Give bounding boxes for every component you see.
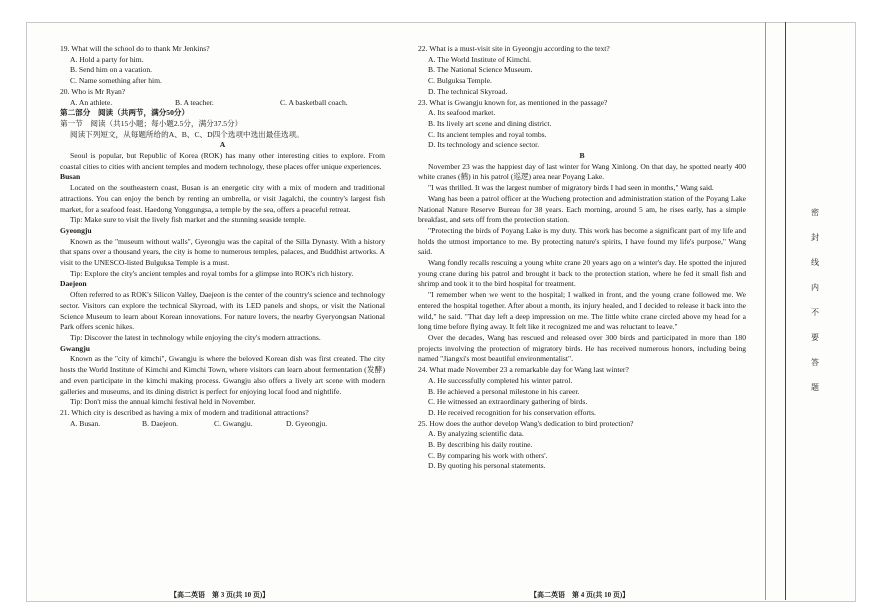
question-21: 21. Which city is described as having a mix of modern and traditional attractions? [60,407,309,417]
option: A. An athlete. [70,97,113,107]
question-20: 20. Who is Mr Ryan? [60,86,126,96]
question-22: 22. What is a must-visit site in Gyeongju according to the text? [418,44,610,53]
city-heading: Daejeon [60,279,87,289]
option: C. He witnessed an extraordinary gathering of birds. [428,397,588,407]
options-row [60,98,385,109]
question-25: 25. How does the author develop Wang's dedication to bird protection? [418,418,634,428]
paragraph: November 23 was the happiest day of last winter for Wang Xinlong. On that day, he spotted nearly 400 white cranes (鹤) in his patrol (巡逻) area near Poyang Lake. [418,161,746,182]
option: C. Gwangju. [214,418,253,428]
option: B. A teacher. [175,97,214,107]
option: A. He successfully completed his winter patrol. [428,375,573,385]
option: A. Busan. [70,418,101,428]
option: A. Its seafood market. [428,108,496,118]
seal-char: 线 [811,258,819,267]
seal-char: 不 [811,308,819,317]
seal-char: 题 [811,383,819,392]
option: B. Its lively art scene and dining district. [428,118,552,128]
option: C. Name something after him. [70,76,162,86]
city-heading: Gyeongju [60,225,92,235]
options-row [60,419,385,430]
paragraph: Wang has been a patrol officer at the Wucheng protection and administration station of the Poyang Lake National Nature Reserve Bureau for 38 years. Each morning, around 5 am, he rises early, has a simple breakfast, and sets off from the protection station. [418,193,746,225]
page-footer-right: 【高二英语 第 4 页(共 10 页)】 [530,591,630,599]
right-column [418,44,746,472]
question-23: 23. What is Gwangju known for, as mentioned in the passage? [418,97,608,107]
tip: Tip: Discover the latest in technology while enjoying the city's modern attractions. [70,332,321,342]
option: B. He achieved a personal milestone in his career. [428,386,580,396]
option: B. Send him on a vacation. [70,65,153,75]
paragraph: Over the decades, Wang has rescued and released over 300 birds and participated in more than 180 projects involving the protection of migratory birds. He has received numerous honors, including being named "Jiangxi's most beautiful environmentalist". [418,332,746,364]
paragraph: Often referred to as ROK's Silicon Valley, Daejeon is the center of the country's science and technology sector. Visitors can explore the technical Skyroad, with its LED panels and shops, or visit the National Science Museum to learn about Korean innovations. For nature lovers, the nearby Gyeryongsan National Park offers scenic hikes. [60,290,385,332]
option: A. By analyzing scientific data. [428,429,524,439]
seal-char: 答 [811,358,819,367]
passage-label: A [219,140,226,150]
section-heading: 第一节 阅读（共15小题；每小题2.5分，满分37.5分） [60,118,243,128]
paragraph: Known as the "museum without walls", Gyeongju was the capital of the Silla Dynasty. With a history that spans over a thousand years, the city is home to numerous temples, palaces, and Buddhist artworks. A visit to the UNESCO-listed Bulguksa Temple is a must. [60,236,385,268]
city-heading: Busan [60,172,81,182]
part-heading: 第二部分 阅读（共两节，满分50分） [60,108,190,118]
instructions: 阅读下列短文，从每题所给的A、B、C、D四个选项中选出最佳选项。 [70,129,304,139]
tip: Tip: Don't miss the annual kimchi festival held in November. [70,397,256,407]
option: B. The National Science Museum. [428,65,533,75]
passage-label: B [579,151,585,161]
paragraph: "Protecting the birds of Poyang Lake is my duty. This work has become a significant part of my life and holds the utmost importance to me. By protecting nature's spirits, I have found my life's purpose," Wang said. [418,225,746,257]
option: A. Hold a party for him. [70,54,144,64]
option: B. By describing his daily routine. [428,440,533,450]
paragraph: "I remember when we went to the hospital; I walked in front, and the young crane followed me. We entered the hospital together. After about a month, its injury healed, and I decided to release it back into the wild," he said. "That day left a deep impression on me. The little white crane circled above my head for a long time before flying away. It felt like it recognized me and was reluctant to leave." [418,290,746,332]
seal-char: 要 [811,333,819,342]
option: D. He received recognition for his conservation efforts. [428,407,596,417]
option: A. The World Institute of Kimchi. [428,54,532,64]
option: C. A basketball coach. [280,97,348,107]
option: D. The technical Skyroad. [428,86,508,96]
paragraph: Wang fondly recalls rescuing a young white crane 20 years ago on a winter's day. He spotted the injured young crane during his patrol and brought it back to the protection station, where he fed it small fish and shrimp and took it to the bird hospital for treatment. [418,258,746,289]
left-column [60,44,385,429]
paragraph: "I was thrilled. It was the largest number of migratory birds I had seen in months," Wang said. [428,183,714,193]
paragraph: Located on the southeastern coast, Busan is an energetic city with a mix of modern and traditional attractions. You can enjoy the bench by renting an umbrella, or visit Jagalchi, the country's largest fish market, for a seafood feast. Haedong Yonggungsa, a temple by the sea, offers a peaceful retreat. [60,183,385,214]
paragraph: Seoul is popular, but Republic of Korea (ROK) has many other interesting cities to explore. From coastal cities to cities with ancient temples and modern technology, these places offer unique experiences. [60,151,385,171]
question-24: 24. What made November 23 a remarkable day for Wang last winter? [418,365,629,375]
seal-line [785,22,786,600]
option: D. By quoting his personal statements. [428,461,546,471]
option: B. Daejeon. [142,418,179,428]
seal-char: 封 [811,233,819,242]
seal-line-notice [808,200,822,400]
paragraph: Known as the "city of kimchi", Gwangju is where the beloved Korean dish was first created. The city hosts the World Institute of Kimchi and Kimchi Town, where visitors can learn about fermentation (发酵) and even participate in the kimchi making process. Gwangju also offers a lively art scene with modern galleries and museums, and its dining district is perfect for enjoying local food and nightlife. [60,354,385,396]
option: D. Gyeongju. [286,418,328,428]
tip: Tip: Make sure to visit the lively fish market and the stunning seaside temple. [70,215,306,225]
city-heading: Gwangju [60,343,90,353]
option: C. Its ancient temples and royal tombs. [428,129,547,139]
tip: Tip: Explore the city's ancient temples and royal tombs for a glimpse into ROK's rich history. [70,268,354,278]
seal-char: 内 [811,283,819,292]
page-footer-left: 【高二英语 第 3 页(共 10 页)】 [170,591,270,599]
question-19: 19. What will the school do to thank Mr Jenkins? [60,44,210,53]
option: C. By comparing his work with others'. [428,450,548,460]
option: C. Bulguksa Temple. [428,76,492,86]
option: D. Its technology and science sector. [428,140,540,150]
seal-char: 密 [811,208,819,217]
